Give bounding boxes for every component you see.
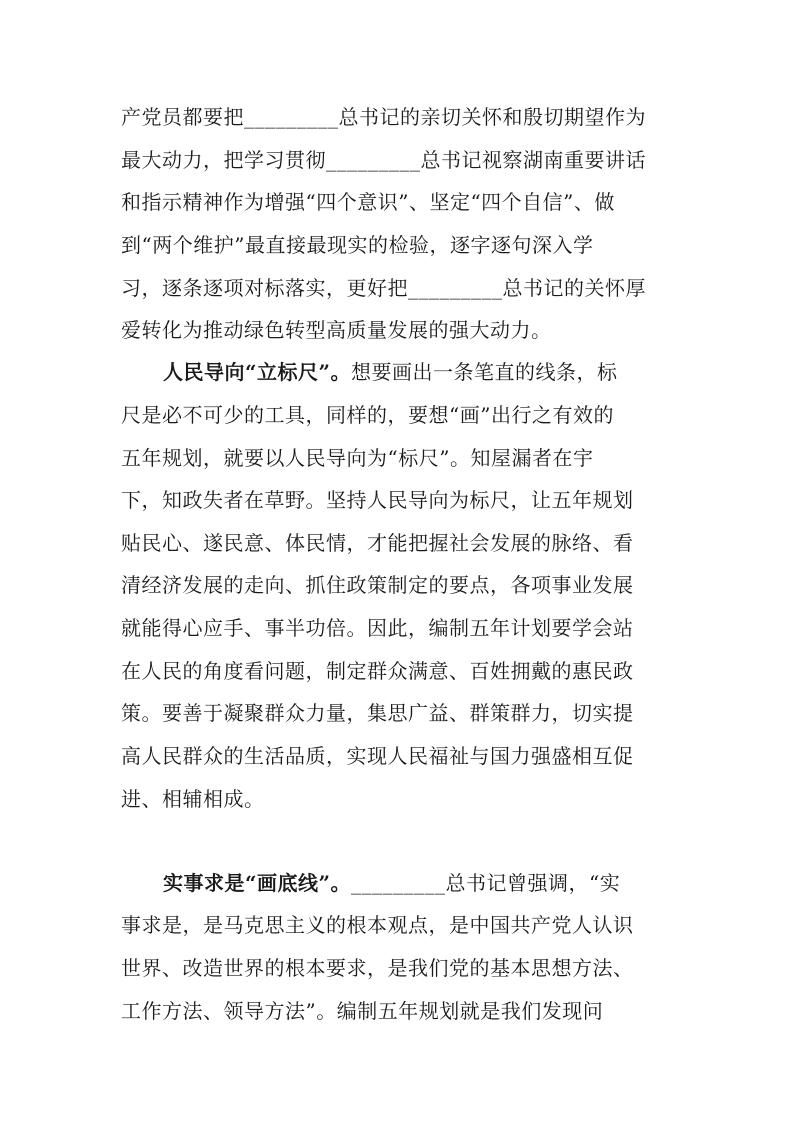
paragraph-line: 高人民群众的生活品质，实现人民福祉与国力强盛相互促 <box>121 744 634 768</box>
section-heading-people-oriented: 人民导向“立标尺”。 <box>163 360 352 384</box>
paragraph-line: 进、相辅相成。 <box>121 787 265 811</box>
paragraph-line: 尺是必不可少的工具，同样的，要想“画”出行之有效的 <box>121 403 614 427</box>
paragraph-line: 在人民的角度看问题，制定群众满意、百姓拥戴的惠民政 <box>121 659 634 683</box>
paragraph-line: 事求是，是马克思主义的根本观点，是中国共产党人认识 <box>121 913 634 937</box>
paragraph-line: 和指示精神作为增强“四个意识”、坚定“四个自信”、做 <box>121 190 615 214</box>
paragraph-line: 工作方法、领导方法”。编制五年规划就是我们发现问 <box>121 999 604 1023</box>
paragraph-line: 爱转化为推动绿色转型高质量发展的强大动力。 <box>121 318 552 342</box>
paragraph-line: 清经济发展的走向、抓住政策制定的要点，各项事业发展 <box>121 573 634 597</box>
paragraph-line: 世界、改造世界的根本要求，是我们党的基本思想方法、 <box>121 956 634 980</box>
paragraph-text: 想要画出一条笔直的线条，标 <box>351 360 618 384</box>
paragraph-line: 贴民心、遂民意、体民情，才能把握社会发展的脉络、看 <box>121 531 634 555</box>
paragraph-line: 策。要善于凝聚群众力量，集思广益、群策群力，切实提 <box>121 701 634 725</box>
paragraph-line: 习，逐条逐项对标落实，更好把_________总书记的关怀厚 <box>121 276 646 300</box>
paragraph-line <box>163 870 666 896</box>
paragraph-line: 最大动力，把学习贯彻_________总书记视察湖南重要讲话 <box>121 148 646 172</box>
paragraph-text: _________总书记曾强调，“实 <box>351 871 621 895</box>
paragraph-line: 就能得心应手、事半功倍。因此，编制五年计划要学会站 <box>121 616 634 640</box>
paragraph-line: 五年规划，就要以人民导向为“标尺”。知屋漏者在宇 <box>121 446 594 470</box>
section-heading-seek-truth: 实事求是“画底线”。 <box>163 871 352 895</box>
paragraph-line: 到“两个维护”最直接最现实的检验，逐字逐句深入学 <box>121 233 594 257</box>
paragraph-line <box>163 359 666 385</box>
paragraph-line: 产党员都要把_________总书记的亲切关怀和殷切期望作为 <box>121 105 646 129</box>
paragraph-line: 下，知政失者在草野。坚持人民导向为标尺，让五年规划 <box>121 488 634 512</box>
